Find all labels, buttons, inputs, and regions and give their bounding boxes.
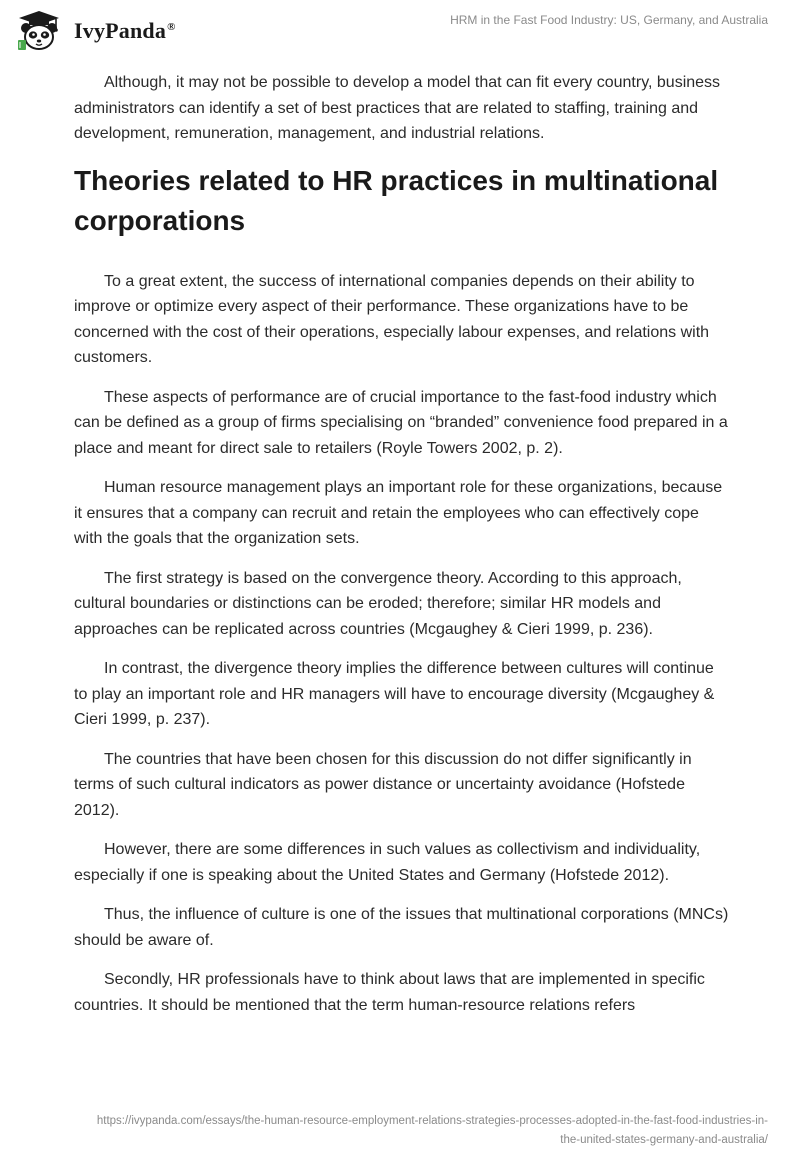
paragraph: The countries that have been chosen for this discussion do not differ significantly in terms of such cultural indicators as power distance or uncertainty avoidance (Hofstede 2012). xyxy=(74,750,692,819)
paragraph: Thus, the influence of culture is one of the issues that multinational corporations (MNCs) should be aware of. xyxy=(74,906,729,949)
paragraph: Human resource management plays an important role for these organizations, because it ensures that a company can recruit and retain the employees who can effectively cope with the goals that the organization sets. xyxy=(74,479,723,547)
paragraph: However, there are some differences in such values as collectivism and individuality, especially if one is speaking about the United States and Germany (Hofstede 2012). xyxy=(74,841,701,884)
brand-name: IvyPanda® xyxy=(74,18,176,43)
intro-paragraph: Although, it may not be possible to develop a model that can fit every country, business administrators can identify a set of best practices that are related to staffing, training and development, remuneration, management, and industrial relations. xyxy=(74,74,721,142)
paragraph: In contrast, the divergence theory implies the difference between cultures will continue to play an important role and HR managers will have to encourage diversity (Mcgaughey & Cieri 1999, p. 237). xyxy=(74,660,715,728)
source-url-line-2[interactable]: the-united-states-germany-and-australia/ xyxy=(560,1134,768,1146)
document-title: HRM in the Fast Food Industry: US, Germany, and Australia xyxy=(450,13,768,27)
paragraph: These aspects of performance are of crucial importance to the fast-food industry which can be defined as a group of firms specialising on “branded” convenience food prepared in a place and meant for direct sale to retailers (Royle Towers 2002, p. 2). xyxy=(74,388,728,457)
paragraph: Secondly, HR professionals have to think about laws that are implemented in specific countries. It should be mentioned that the term human-resource relations refers xyxy=(74,971,705,1014)
ivypanda-logo[interactable] xyxy=(16,10,176,52)
source-url-line-1[interactable]: https://ivypanda.com/essays/the-human-resource-employment-relations-strategies-processes-adopted-in-the-fast-food-industries-in- xyxy=(96,1115,768,1127)
registered-mark: ® xyxy=(167,20,176,33)
paragraph: To a great extent, the success of international companies depends on their ability to improve or optimize every aspect of their performance. These organizations have to be concerned with the cost of their operations, especially labour expenses, and relations with customers. xyxy=(74,272,710,366)
panda-graduate-icon xyxy=(16,10,62,52)
paragraph: The first strategy is based on the convergence theory. According to this approach, cultural boundaries or distinctions can be eroded; therefore; similar HR models and approaches can be replicated across countries (Mcgaughey & Cieri 1999, p. 236). xyxy=(74,569,682,638)
source-url-footer[interactable] xyxy=(28,1112,768,1150)
section-heading: Theories related to HR practices in multinational corporations xyxy=(74,164,719,236)
essay-body xyxy=(74,70,730,1032)
page-header xyxy=(0,0,800,60)
